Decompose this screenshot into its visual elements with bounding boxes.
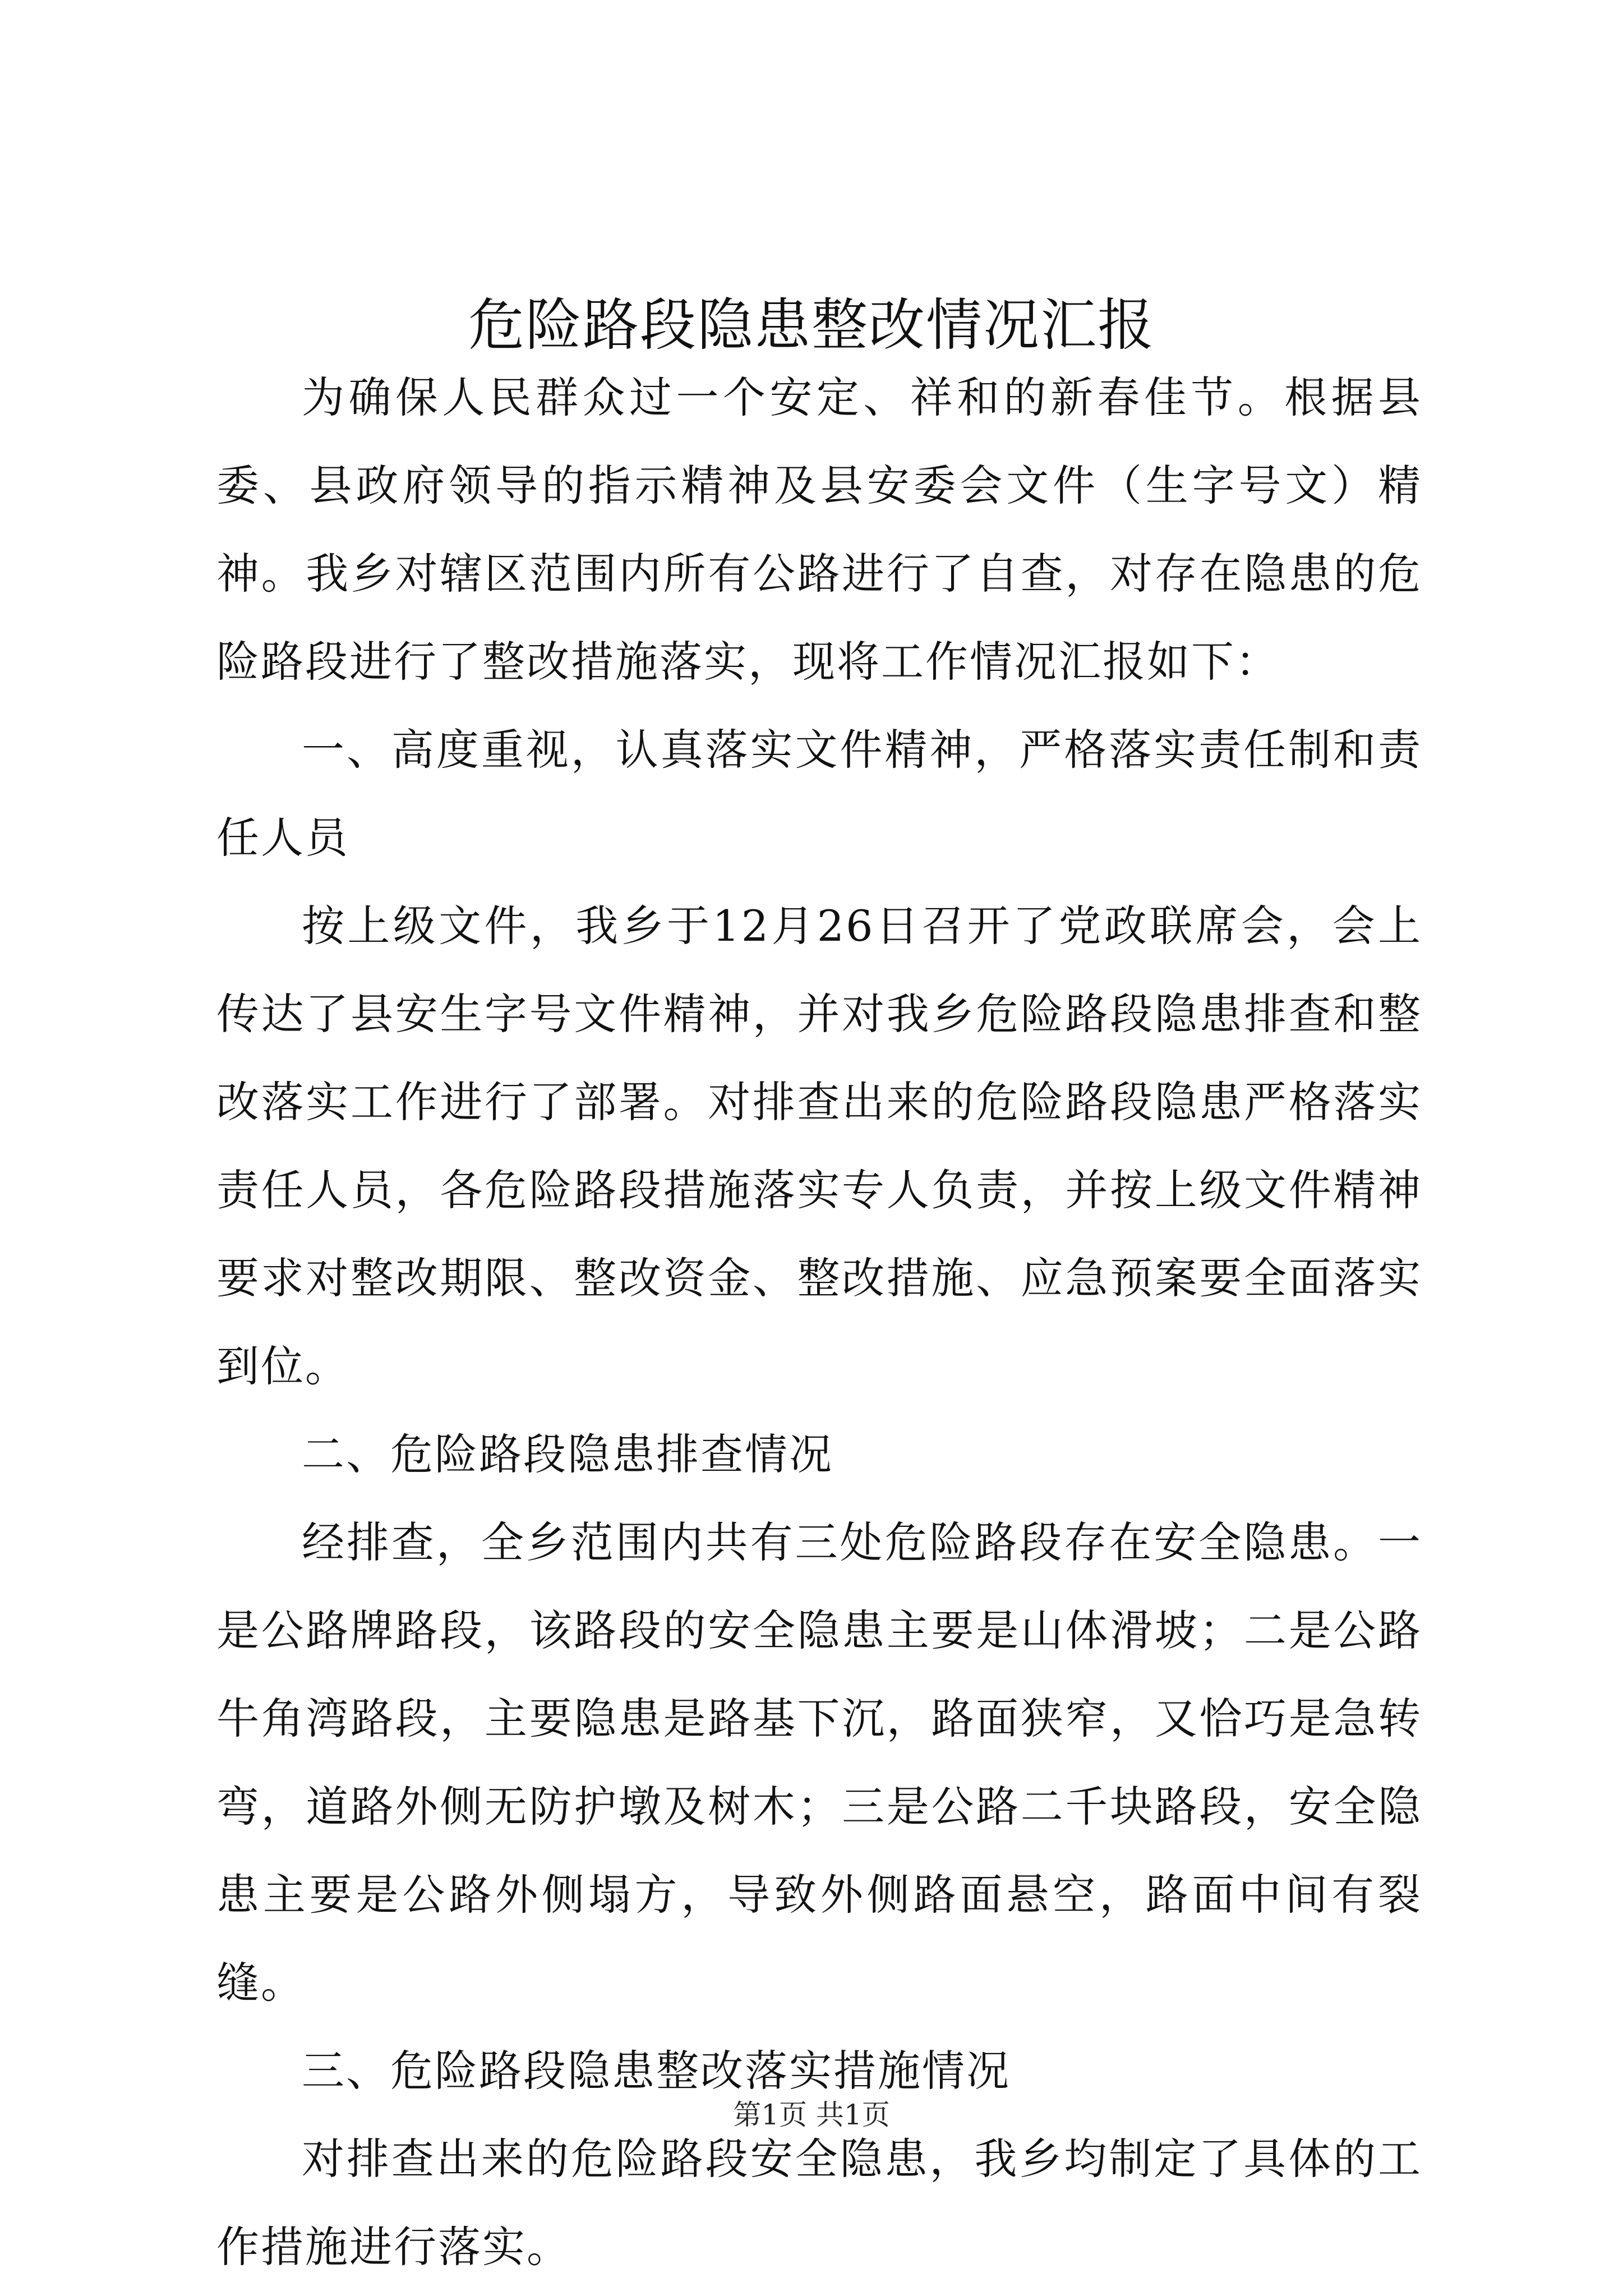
paragraph-intro: 为确保人民群众过一个安定、祥和的新春佳节。根据县委、县政府领导的指示精神及县安委会文件（生字号文）精神。我乡对辖区范围内所有公路进行了自查，对存在隐患的危险路段进行了整改措施落实，现将工作情况汇报如下：	[216, 372, 1422, 687]
document-title: 危险路段隐患整改情况汇报	[468, 292, 1155, 358]
section-heading-1: 一、高度重视，认真落实文件精神，严格落实责任制和责任人员	[216, 725, 1422, 863]
page-footer: 第1页 共1页	[733, 2099, 890, 2131]
paragraph-section-3: 对排查出来的危险路段安全隐患，我乡均制定了具体的工作措施进行落实。	[216, 2134, 1422, 2272]
section-heading-3: 三、危险路段隐患整改落实措施情况	[302, 2046, 1011, 2096]
paragraph-section-2: 经排查，全乡范围内共有三处危险路段存在安全隐患。一是公路牌路段，该路段的安全隐患主要是山体滑坡；二是公路牛角湾路段，主要隐患是路基下沉，路面狭窄，又恰巧是急转弯，道路外侧无防护墩及树木；三是公路二千块路段，安全隐患主要是公路外侧塌方，导致外侧路面悬空，路面中间有裂缝。	[216, 1517, 1422, 2008]
document-body	[216, 353, 1422, 2291]
paragraph-section-1: 按上级文件，我乡于12月26日召开了党政联席会，会上传达了县安生字号文件精神，并对我乡危险路段隐患排查和整改落实工作进行了部署。对排查出来的危险路段隐患严格落实责任人员，各危险路段措施落实专人负责，并按上级文件精神要求对整改期限、整改资金、整改措施、应急预案要全面落实到位。	[216, 901, 1422, 1391]
section-heading-2: 二、危险路段隐患排查情况	[302, 1429, 833, 1479]
